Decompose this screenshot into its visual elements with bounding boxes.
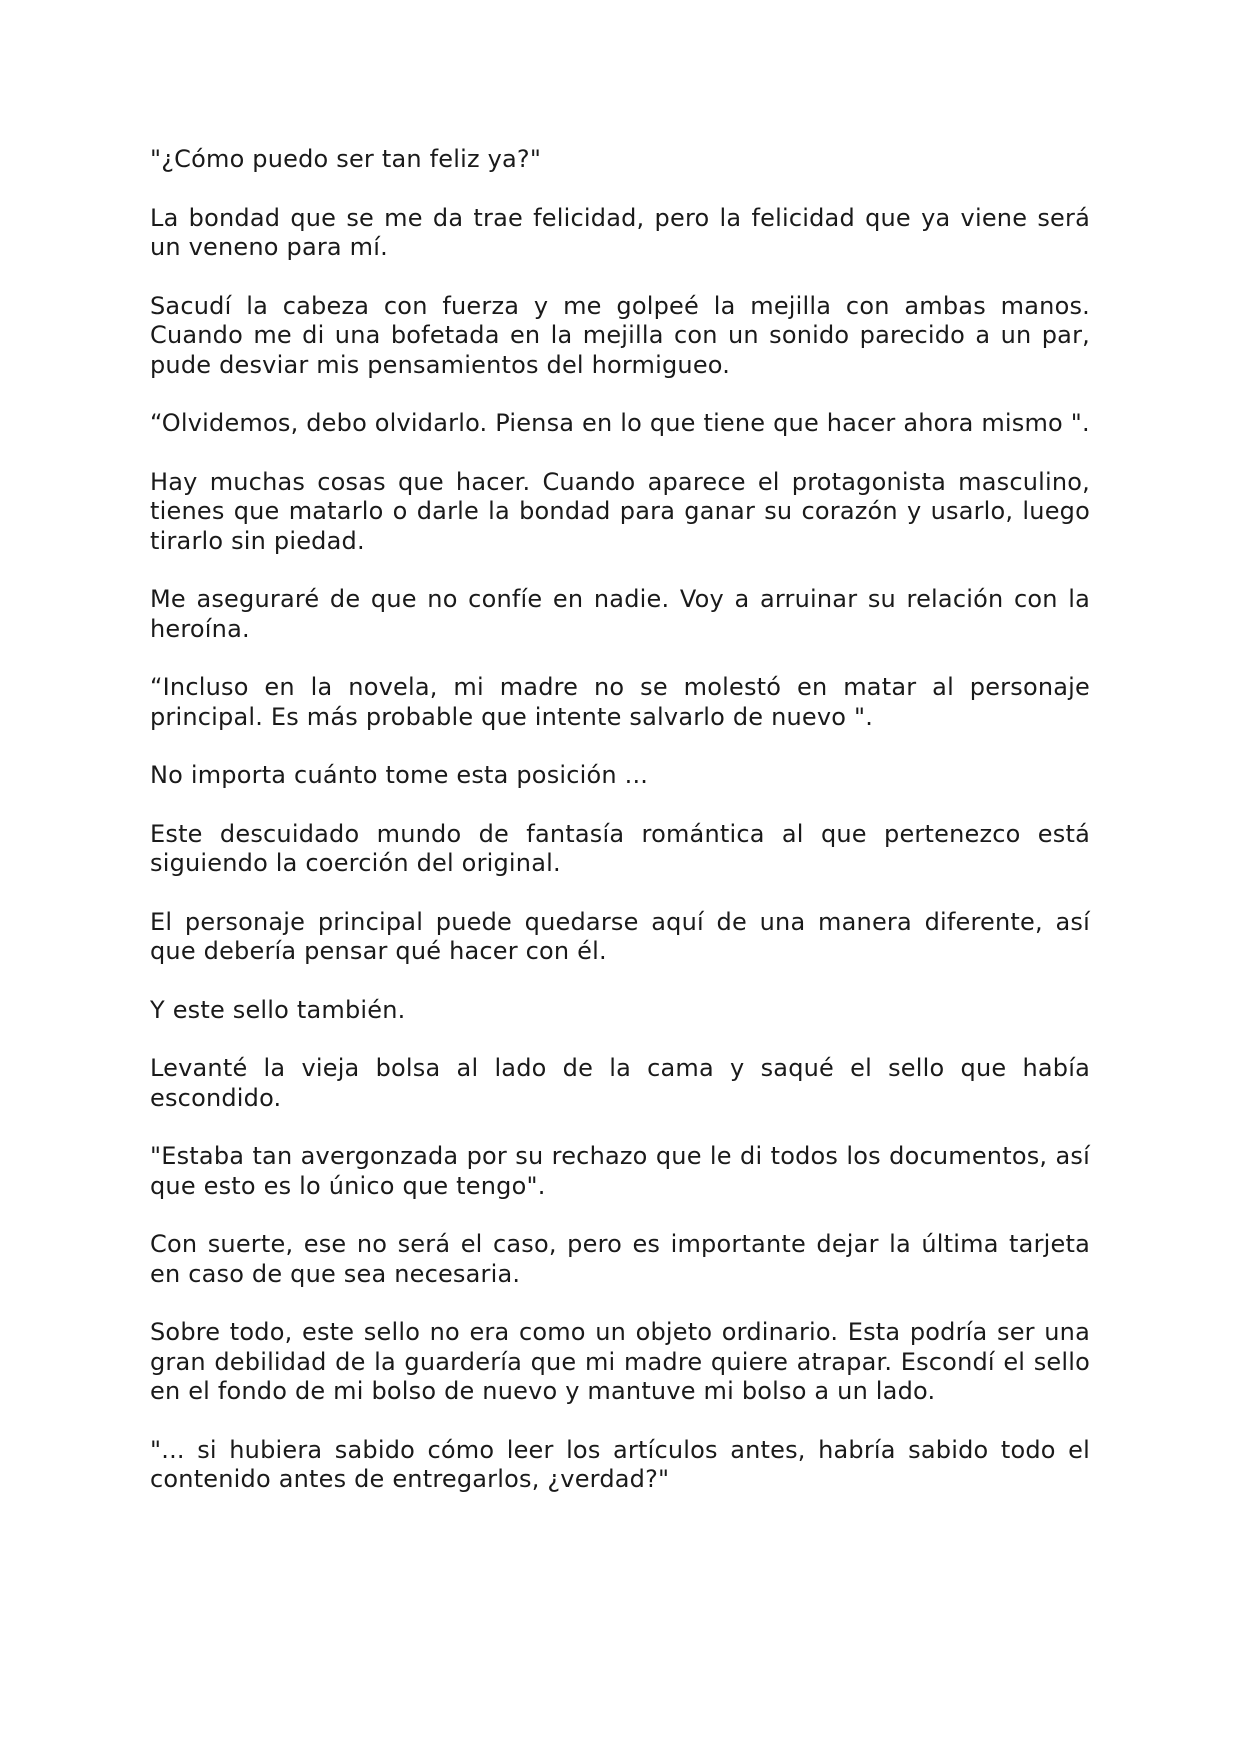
paragraph: Hay muchas cosas que hacer. Cuando aparece el protagonista masculino, tienes que matarlo o darle la bondad para ganar su corazón y usarlo, luego tirarlo sin piedad. [150, 467, 1090, 555]
document-body [150, 145, 1090, 1524]
paragraph: “Incluso en la novela, mi madre no se molestó en matar al personaje principal. Es más probable que intente salvarlo de nuevo ". [150, 673, 1090, 731]
paragraph: Sacudí la cabeza con fuerza y me golpeé la mejilla con ambas manos. Cuando me di una bofetada en la mejilla con un sonido parecido a un par, pude desviar mis pensamientos del hormigueo. [150, 291, 1090, 379]
paragraph: Me aseguraré de que no confíe en nadie. Voy a arruinar su relación con la heroína. [150, 585, 1090, 643]
paragraph: Levanté la vieja bolsa al lado de la cama y saqué el sello que había escondido. [150, 1054, 1090, 1112]
paragraph: Este descuidado mundo de fantasía romántica al que pertenezco está siguiendo la coerción del original. [150, 819, 1090, 877]
paragraph: No importa cuánto tome esta posición ... [150, 761, 649, 789]
paragraph: Sobre todo, este sello no era como un objeto ordinario. Esta podría ser una gran debilidad de la guardería que mi madre quiere atrapar. Escondí el sello en el fondo de mi bolso de nuevo y mantuve mi bolso a un lado. [150, 1318, 1090, 1405]
paragraph: El personaje principal puede quedarse aquí de una manera diferente, así que debería pensar qué hacer con él. [150, 907, 1090, 965]
paragraph: La bondad que se me da trae felicidad, pero la felicidad que ya viene será un veneno para mí. [150, 203, 1090, 261]
paragraph: "¿Cómo puedo ser tan feliz ya?" [150, 145, 542, 173]
paragraph: "Estaba tan avergonzada por su rechazo que le di todos los documentos, así que esto es lo único que tengo". [150, 1142, 1090, 1200]
paragraph: Con suerte, ese no será el caso, pero es importante dejar la última tarjeta en caso de que sea necesaria. [150, 1230, 1090, 1288]
paragraph: "... si hubiera sabido cómo leer los artículos antes, habría sabido todo el contenido antes de entregarlos, ¿verdad?" [150, 1435, 1090, 1493]
paragraph: “Olvidemos, debo olvidarlo. Piensa en lo que tiene que hacer ahora mismo ". [150, 409, 1090, 437]
paragraph: Y este sello también. [150, 995, 406, 1024]
